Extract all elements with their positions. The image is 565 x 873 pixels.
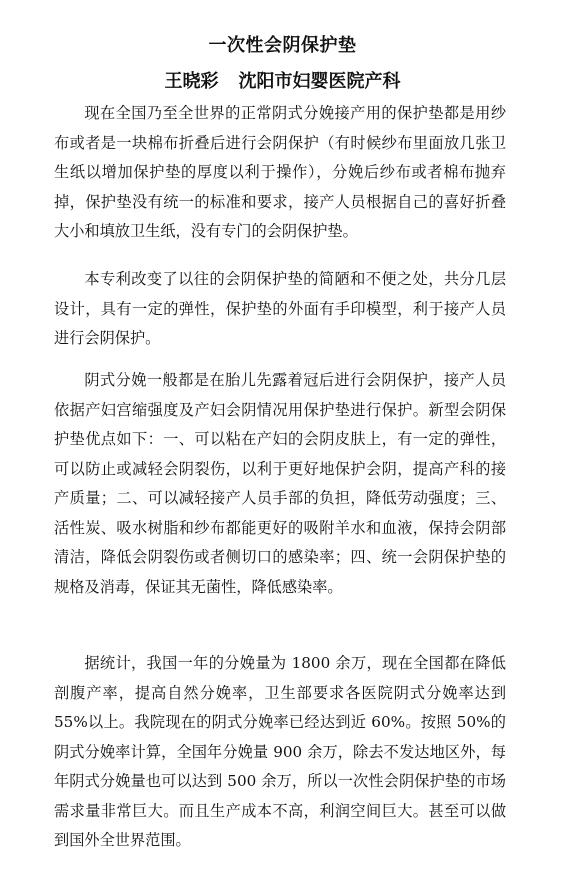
author-name: 王晓彩	[164, 71, 219, 92]
paragraph-3: 阴式分娩一般都是在胎儿先露着冠后进行会阴保护，接产人员依据产妇宫缩强度及产妇会阴情况用保护垫进行保护。新型会阴保护垫优点如下：一、可以粘在产妇的会阴皮肤上，有一定的弹性，可以防止或减轻会阴裂伤，以利于更好地保护会阴，提高产科的接产质量；二、可以减轻接产人员手部的负担，降低劳动强度；三、活性炭、吸水树脂和纱布都能更好的吸附羊水和血液，保持会阴部清洁，降低会阴裂伤或者侧切口的感染率；四、统一会阴保护垫的规格及消毒，保证其无菌性，降低感染率。	[54, 371, 506, 596]
author-line	[0, 70, 565, 94]
paragraph-2: 本专利改变了以往的会阴保护垫的简陋和不便之处，共分几层设计，具有一定的弹性，保护垫的外面有手印模型，利于接产人员进行会阴保护。	[54, 270, 506, 347]
author-affiliation: 沈阳市妇婴医院产科	[238, 71, 401, 92]
paragraph-1: 现在全国乃至全世界的正常阴式分娩接产用的保护垫都是用纱布或者是一块棉布折叠后进行会阴保护（有时候纱布里面放几张卫生纸以增加保护垫的厚度以利于操作），分娩后纱布或者棉布抛弃掉，保护垫没有统一的标准和要求，接产人员根据自己的喜好折叠大小和填放卫生纸，没有专门的会阴保护垫。	[54, 104, 506, 240]
paragraph-4: 据统计，我国一年的分娩量为 1800 余万，现在全国都在降低剖腹产率，提高自然分娩率，卫生部要求各医院阴式分娩率达到 55%以上。我院现在的阴式分娩率已经达到近 60%。按照 50%的阴式分娩率计算，全国年分娩量 900 余万，除去不发达地区外，每年阴式分娩量也可以达到 500 余万，所以一次性会阴保护垫的市场需求量非常巨大。而且生产成本不高，利润空间巨大。甚至可以做到国外全世界范围。	[54, 654, 506, 849]
document-title: 一次性会阴保护垫	[208, 35, 357, 56]
